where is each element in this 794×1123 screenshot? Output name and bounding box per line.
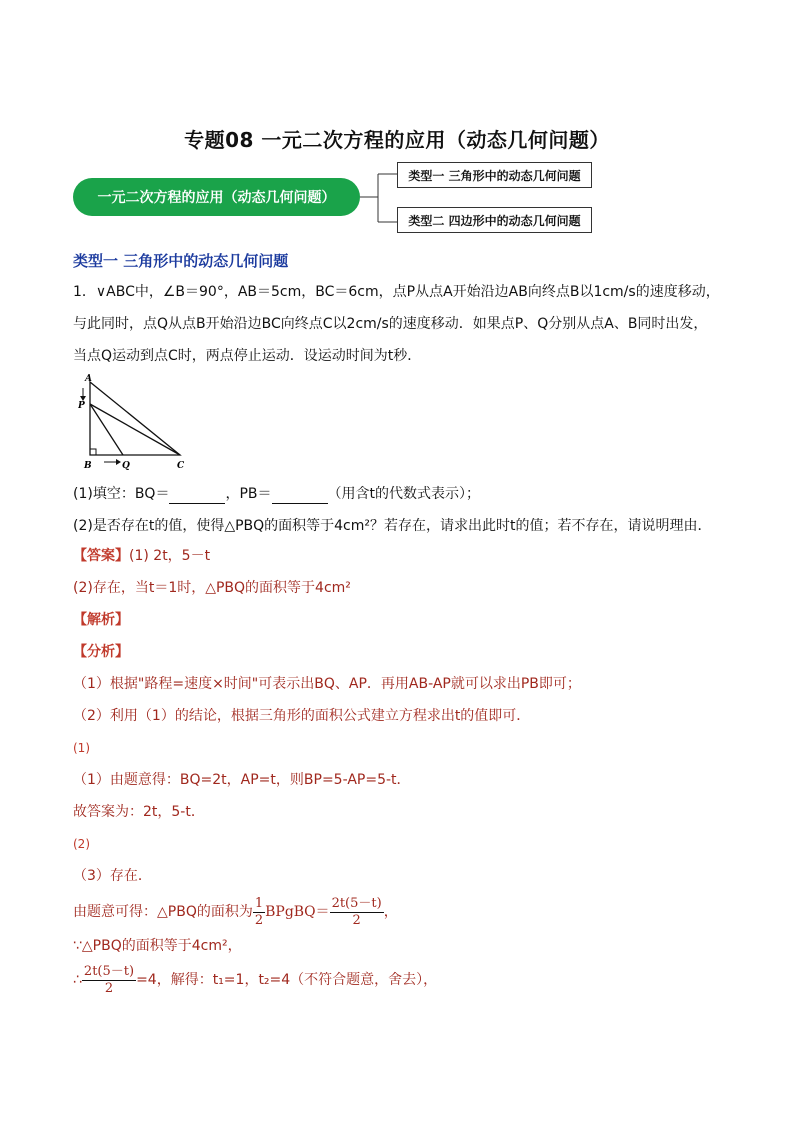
solution-line-4 bbox=[73, 894, 398, 930]
half-den: 2 bbox=[254, 912, 264, 928]
s4-text-b: BPgBQ＝ bbox=[265, 904, 330, 920]
solution-line-3: （3）存在． bbox=[73, 868, 152, 884]
answer-line-1 bbox=[73, 546, 210, 566]
solution-line-1: （1）由题意得：BQ=2t，AP=t，则BP=5-AP=5-t． bbox=[73, 772, 411, 788]
label-B: B bbox=[84, 461, 92, 471]
equation-fraction bbox=[82, 964, 136, 997]
mindmap-type2: 类型二 四边形中的动态几何问题 bbox=[397, 207, 592, 233]
fenxi-line-2: （2）利用（1）的结论，根据三角形的面积公式建立方程求出t的值即可． bbox=[73, 708, 531, 724]
page-title: 专题08 一元二次方程的应用（动态几何问题） bbox=[184, 128, 610, 152]
q1-part-b: ，PB＝ bbox=[225, 486, 272, 502]
label-C: C bbox=[177, 461, 185, 471]
s6-text-a: ∴ bbox=[73, 972, 82, 988]
section-heading: 类型一 三角形中的动态几何问题 bbox=[73, 252, 289, 270]
answer-label: 【答案】 bbox=[73, 548, 129, 564]
eq-num: 2t(5－t) bbox=[83, 963, 135, 979]
answer-line-2: (2)存在，当t＝1时，△PBQ的面积等于4cm² bbox=[73, 580, 351, 596]
label-P: P bbox=[78, 401, 85, 411]
s6-text-b: =4，解得：t₁=1，t₂=4（不符合题意，舍去）， bbox=[136, 972, 438, 988]
solution-line-5: ∵△PBQ的面积等于4cm²， bbox=[73, 938, 242, 954]
solution-part-1: (1) bbox=[73, 741, 90, 755]
area-num: 2t(5－t) bbox=[331, 895, 382, 911]
triangle-figure bbox=[78, 372, 198, 472]
problem-line-1: 1．∨ABC中，∠B＝90°，AB＝5cm，BC＝6cm，点P从点A开始沿边AB向终点B以1cm/s的速度移动， bbox=[73, 284, 720, 300]
solution-line-6 bbox=[73, 962, 437, 998]
half-fraction bbox=[253, 896, 265, 929]
blank-bq bbox=[169, 489, 225, 504]
area-den: 2 bbox=[352, 912, 361, 928]
solution-part-2: (2) bbox=[73, 837, 90, 851]
solution-line-2: 故答案为：2t，5-t． bbox=[73, 804, 205, 820]
mindmap-connector bbox=[360, 170, 400, 230]
s4-text-a: 由题意可得：△PBQ的面积为 bbox=[73, 904, 253, 920]
area-fraction bbox=[330, 896, 384, 929]
question-2: (2)是否存在t的值，使得△PBQ的面积等于4cm²？若存在，请求出此时t的值；若不存在，请说明理由． bbox=[73, 518, 712, 534]
blank-pb bbox=[272, 489, 328, 504]
q1-part-a: (1)填空：BQ＝ bbox=[73, 486, 170, 502]
eq-den: 2 bbox=[104, 980, 114, 996]
analysis-label: 【解析】 bbox=[73, 612, 129, 628]
half-num: 1 bbox=[254, 895, 264, 911]
label-Q: Q bbox=[122, 461, 130, 471]
fenxi-label: 【分析】 bbox=[73, 644, 129, 660]
problem-line-3: 当点Q运动到点C时，两点停止运动．设运动时间为t秒． bbox=[73, 348, 422, 364]
mindmap-center: 一元二次方程的应用（动态几何问题） bbox=[73, 178, 360, 216]
fenxi-line-1: （1）根据"路程=速度×时间"可表示出BQ、AP．再用AB-AP就可以求出PB即可； bbox=[73, 676, 581, 692]
q1-part-c: （用含t的代数式表示）； bbox=[327, 486, 481, 502]
answer-1: (1) 2t，5－t bbox=[129, 548, 211, 564]
problem-line-2: 与此同时，点Q从点B开始沿边BC向终点C以2cm/s的速度移动．如果点P、Q分别从点A、B同时出发， bbox=[73, 316, 708, 332]
question-1 bbox=[73, 484, 480, 504]
s4-text-c: ， bbox=[383, 904, 398, 920]
mindmap-type1: 类型一 三角形中的动态几何问题 bbox=[397, 162, 592, 188]
label-A: A bbox=[85, 374, 92, 384]
